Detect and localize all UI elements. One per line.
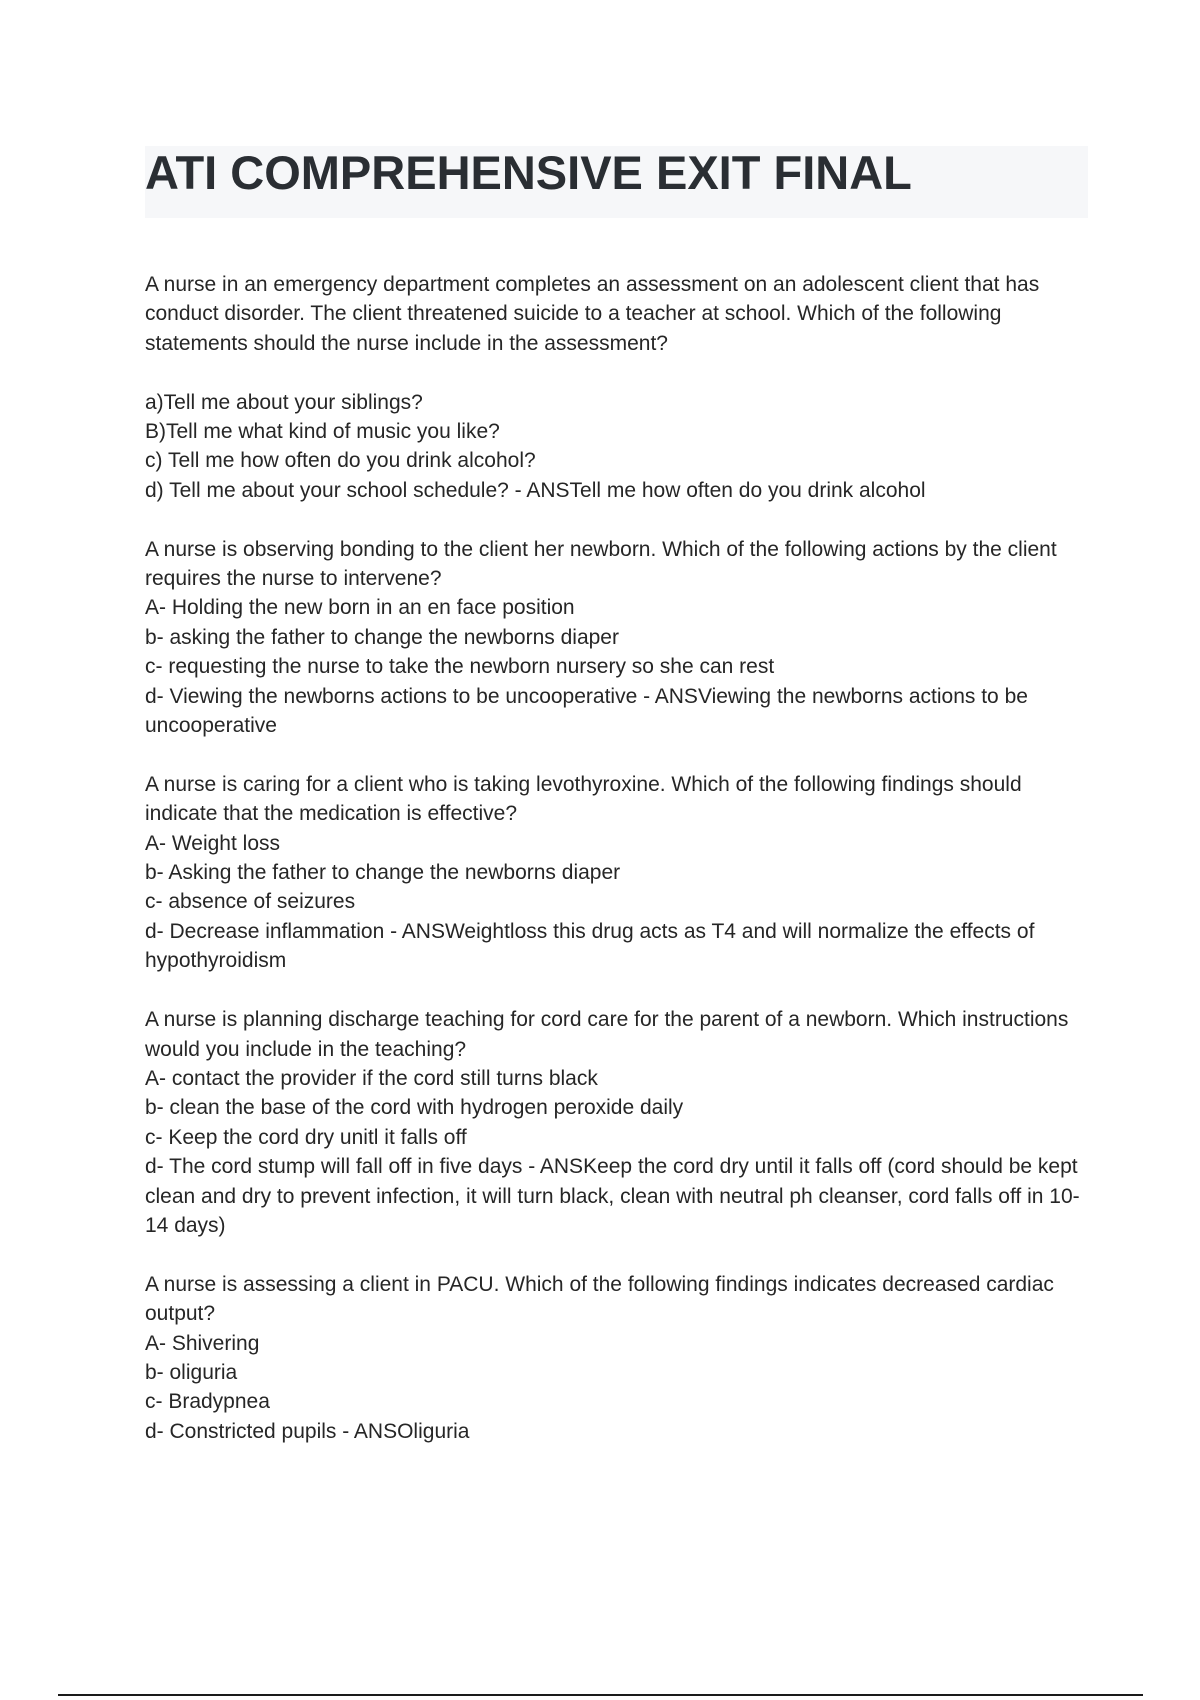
answer-option: d) Tell me about your school schedule? - ANSTell me how often do you drink alcohol: [145, 478, 926, 502]
answer-option: d- Decrease inflammation - ANSWeightloss this drug acts as T4 and will normalize the effects of hypothyroidism: [145, 919, 1035, 973]
question-stem: A nurse is planning discharge teaching for cord care for the parent of a newborn. Which instructions would you include in the teaching?: [145, 1008, 1069, 1061]
answer-option: c- requesting the nurse to take the newborn nursery so she can rest: [145, 655, 775, 679]
spacer: [145, 358, 1095, 387]
answer-option: b- Asking the father to change the newborns diaper: [145, 861, 621, 885]
answer-option: c) Tell me how often do you drink alcohol?: [145, 449, 536, 473]
answer-option: b- oliguria: [145, 1360, 238, 1384]
footer-divider: [58, 1694, 1143, 1696]
answer-option: A- Shivering: [145, 1331, 260, 1355]
answer-option: c- Bradypnea: [145, 1390, 270, 1414]
answer-option: b- asking the father to change the newborns diaper: [145, 625, 619, 649]
question-stem: A nurse is assessing a client in PACU. Which of the following findings indicates decreased cardiac output?: [145, 1272, 1054, 1326]
question-block: [145, 1005, 1095, 1240]
document-title: ATI COMPREHENSIVE EXIT FINAL: [145, 146, 912, 199]
answer-option: A- contact the provider if the cord still turns black: [145, 1066, 598, 1090]
answer-option: c- Keep the cord dry unitl it falls off: [145, 1125, 467, 1149]
answer-option: d- Constricted pupils - ANSOliguria: [145, 1419, 470, 1443]
question-block: [145, 270, 1095, 505]
question-block: [145, 770, 1095, 976]
answer-option: a)Tell me about your siblings?: [145, 390, 423, 414]
answer-option: b- clean the base of the cord with hydrogen peroxide daily: [145, 1096, 684, 1120]
answer-option: c- absence of seizures: [145, 890, 356, 914]
question-stem: A nurse is caring for a client who is taking levothyroxine. Which of the following findings should indicate that the medication is effective?: [145, 772, 1022, 826]
answer-option: A- Weight loss: [145, 831, 280, 855]
question-list: [145, 270, 1095, 1476]
answer-option: d- The cord stump will fall off in five days - ANSKeep the cord dry until it falls off (cord should be kept clean and dry to prevent infection, it will turn black, clean with neutral ph cleanser, cord falls off in 10-14 days): [145, 1155, 1080, 1237]
question-block: [145, 1270, 1095, 1446]
question-stem: A nurse is observing bonding to the client her newborn. Which of the following actions by the client requires the nurse to intervene?: [145, 537, 1057, 591]
question-block: [145, 535, 1095, 741]
answer-option: A- Holding the new born in an en face position: [145, 596, 575, 620]
answer-option: B)Tell me what kind of music you like?: [145, 420, 500, 444]
answer-option: d- Viewing the newborns actions to be uncooperative - ANSViewing the newborns actions to be uncooperative: [145, 684, 1028, 738]
question-stem: A nurse in an emergency department completes an assessment on an adolescent client that has conduct disorder. The client threatened suicide to a teacher at school. Which of the following statements should the nurse include in the assessment?: [145, 273, 1040, 355]
